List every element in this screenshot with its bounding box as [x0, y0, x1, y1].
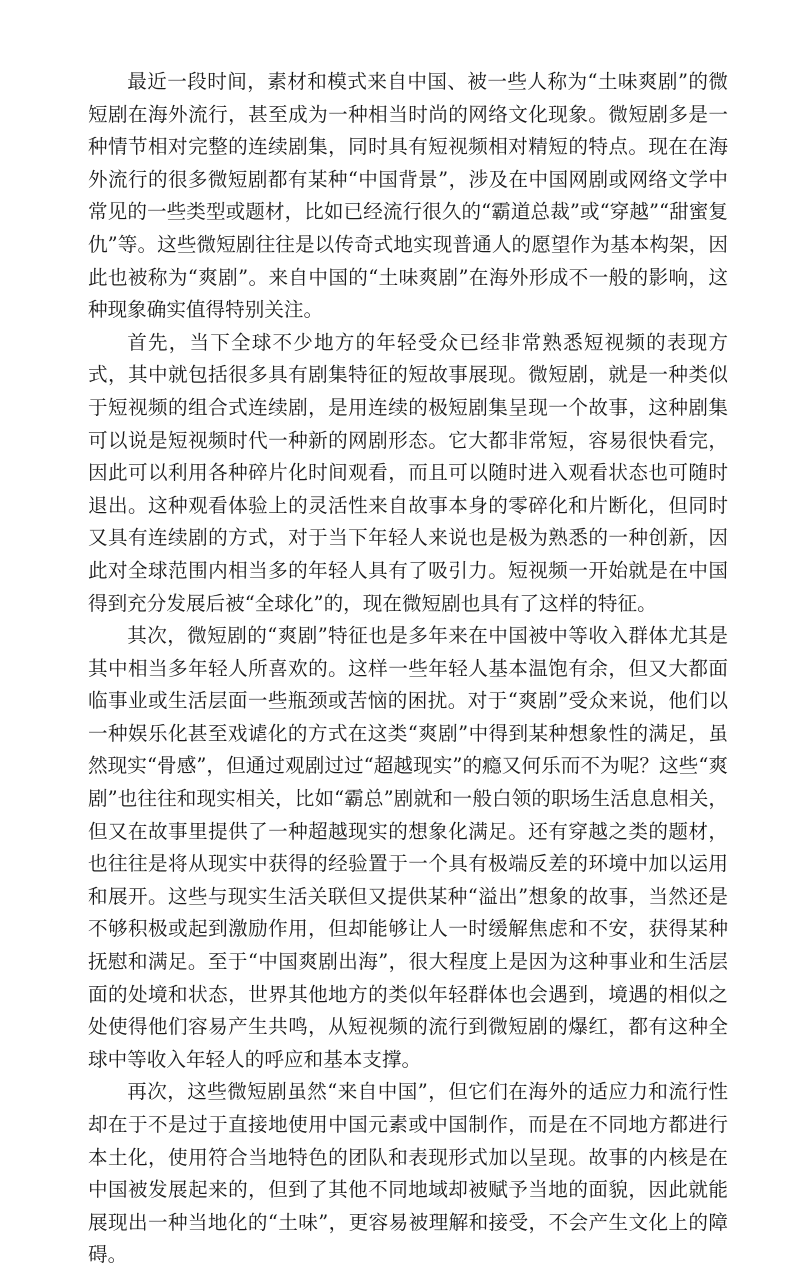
article-body [88, 66, 728, 1272]
paragraph-first-reason: 首先，当下全球不少地方的年轻受众已经非常熟悉短视频的表现方式，其中就包括很多具有剧集特征的短故事展现。微短剧，就是一种类似于短视频的组合式连续剧，是用连续的极短剧集呈现一个故事，这种剧集可以说是短视频时代一种新的网剧形态。它大都非常短，容易很快看完，因此可以利用各种碎片化时间观看，而且可以随时进入观看状态也可随时退出。这种观看体验上的灵活性来自故事本身的零碎化和片断化，但同时又具有连续剧的方式，对于当下年轻人来说也是极为熟悉的一种创新，因此对全球范围内相当多的年轻人具有了吸引力。短视频一开始就是在中国得到充分发展后被“全球化”的，现在微短剧也具有了这样的特征。 [88, 330, 728, 615]
paragraph-intro: 最近一段时间，素材和模式来自中国、被一些人称为“土味爽剧”的微短剧在海外流行，甚至成为一种相当时尚的网络文化现象。微短剧多是一种情节相对完整的连续剧集，同时具有短视频相对精短的特点。现在在海外流行的很多微短剧都有某种“中国背景”，涉及在中国网剧或网络文学中常见的一些类型或题材，比如已经流行很久的“霸道总裁”或“穿越”“甜蜜复仇”等。这些微短剧往往是以传奇式地实现普通人的愿望作为基本构架，因此也被称为“爽剧”。来自中国的“土味爽剧”在海外形成不一般的影响，这种现象确实值得特别关注。 [88, 70, 728, 322]
paragraph-second-reason: 其次，微短剧的“爽剧”特征也是多年来在中国被中等收入群体尤其是其中相当多年轻人所喜欢的。这样一些年轻人基本温饱有余，但又大都面临事业或生活层面一些瓶颈或苦恼的困扰。对于“爽剧”受众来说，他们以一种娱乐化甚至戏谑化的方式在这类“爽剧”中得到某种想象性的满足，虽然现实“骨感”，但通过观剧过过“超越现实”的瘾又何乐而不为呢？这些“爽剧”也往往和现实相关，比如“霸总”剧就和一般白领的职场生活息息相关，但又在故事里提供了一种超越现实的想象化满足。还有穿越之类的题材，也往往是将从现实中获得的经验置于一个具有极端反差的环境中加以运用和展开。这些与现实生活关联但又提供某种“溢出”想象的故事，当然还是不够积极或起到激励作用，但却能够让人一时缓解焦虑和不安，获得某种抚慰和满足。至于“中国爽剧出海”，很大程度上是因为这种事业和生活层面的处境和状态，世界其他地方的类似年轻群体也会遇到，境遇的相似之处使得他们容易产生共鸣，从短视频的流行到微短剧的爆红，都有这种全球中等收入年轻人的呼应和基本支撑。 [88, 624, 728, 1071]
paragraph-third-reason: 再次，这些微短剧虽然“来自中国”，但它们在海外的适应力和流行性却在于不是过于直接地使用中国元素或中国制作，而是在不同地方都进行本土化，使用符合当地特色的团队和表现形式加以呈现。故事的内核是在中国被发展起来的，但到了其他不同地域却被赋予当地的面貌，因此就能展现出一种当地化的“土味”，更容易被理解和接受，不会产生文化上的障碍。 [88, 1080, 728, 1267]
